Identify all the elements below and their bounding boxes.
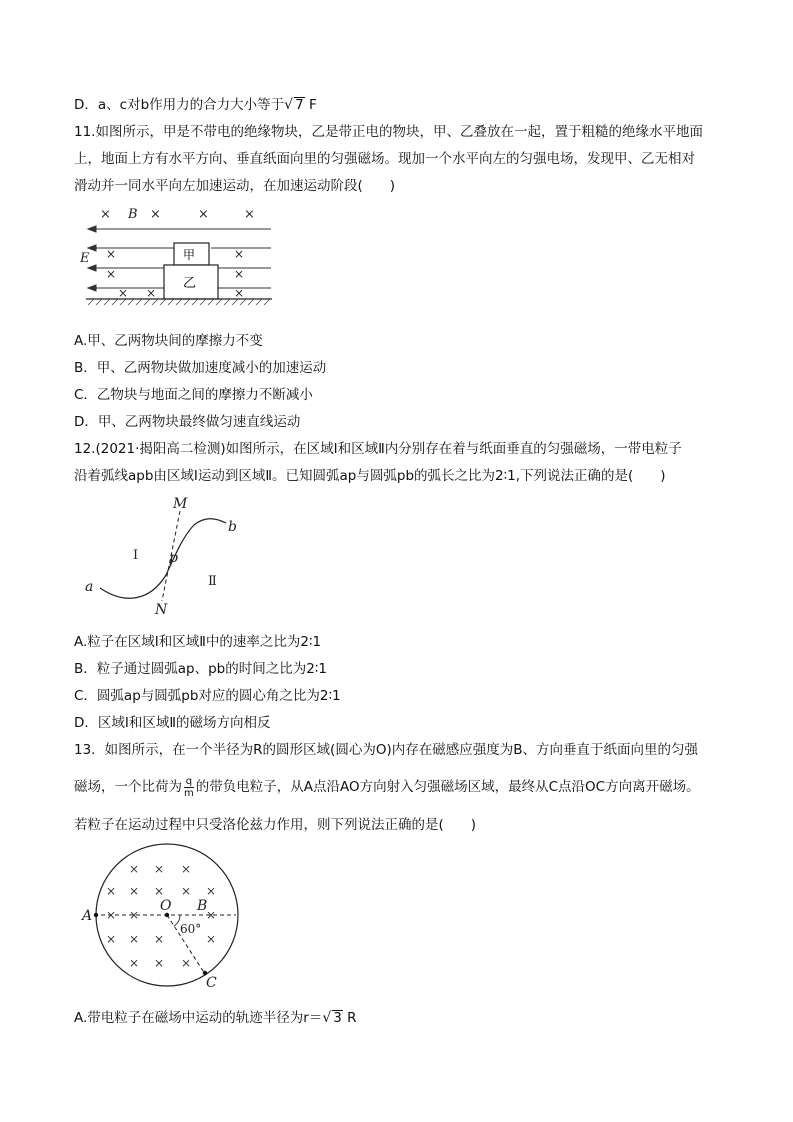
q11-label-yi: 乙 xyxy=(183,276,197,291)
q13-label-angle: 60° xyxy=(180,922,202,936)
q11-option-b: B．甲、乙两物块做加速度减小的加速运动 xyxy=(74,360,327,376)
q12-stem-line-2: 沿着弧线apb由区域Ⅰ运动到区域Ⅱ。已知圆弧ap与圆弧pb的弧长之比为2∶1,下列说法正确的是( ) xyxy=(74,468,666,484)
q11-cross: × xyxy=(234,247,245,261)
q12-label-n: N xyxy=(155,602,168,618)
q13-cross: × xyxy=(181,884,192,898)
q11-cross: × xyxy=(118,286,129,300)
q13-label-o: O xyxy=(160,898,172,914)
q11-stem-line-2: 上，地面上方有水平方向、垂直纸面向里的匀强磁场。现加一个水平向左的匀强电场，发现甲、乙无相对 xyxy=(74,151,695,167)
q12-option-d: D．区域Ⅰ和区域Ⅱ的磁场方向相反 xyxy=(74,715,271,731)
q12-region-1: Ⅰ xyxy=(133,548,139,563)
q12-region-2: Ⅱ xyxy=(208,574,217,589)
q13-stem-line-2 xyxy=(74,773,700,801)
q13-cross: × xyxy=(206,932,217,946)
q13-fraction-den: m xyxy=(184,787,194,799)
q13-cross: × xyxy=(154,956,165,970)
q13-cross: × xyxy=(154,884,165,898)
q13-cross: × xyxy=(106,884,117,898)
q12-label-a: a xyxy=(85,579,94,595)
q11-cross: × xyxy=(198,207,209,222)
q11-option-a: A.甲、乙两物块间的摩擦力不变 xyxy=(74,333,263,349)
q11-cross: × xyxy=(106,267,117,281)
q12-stem-line-1: 12.(2021·揭阳高二检测)如图所示，在区域Ⅰ和区域Ⅱ内分别存在着与纸面垂直的匀强磁场，一带电粒子 xyxy=(74,441,682,457)
q13-label-b: B xyxy=(197,898,208,914)
q13-cross: × xyxy=(181,956,192,970)
q13-cross: × xyxy=(106,908,117,922)
q13-point-a xyxy=(94,913,98,917)
q13-cross: × xyxy=(129,884,140,898)
q11-stem-line-1: 11.如图所示，甲是不带电的绝缘物块，乙是带正电的物块，甲、乙叠放在一起，置于粗糙的绝缘水平地面 xyxy=(74,124,703,140)
q13-option-a-text: A.带电粒子在磁场中运动的轨迹半径为r＝ xyxy=(74,1010,323,1026)
q13-label-a: A xyxy=(82,908,93,924)
q12-option-b: B．粒子通过圆弧ap、pb的时间之比为2∶1 xyxy=(74,661,327,677)
q11-label-b: B xyxy=(128,207,138,222)
q13-stem-text: 磁场，一个比荷为 xyxy=(74,779,182,795)
q11-label-jia: 甲 xyxy=(183,248,196,262)
q13-stem-text: 的带负电粒子，从A点沿AO方向射入匀强磁场区域，最终从C点沿OC方向离开磁场。 xyxy=(195,779,700,795)
q12-option-a: A.粒子在区域Ⅰ和区域Ⅱ中的速率之比为2∶1 xyxy=(74,634,322,650)
q11-cross: × xyxy=(150,207,161,222)
sqrt-sign: √ xyxy=(284,97,294,113)
q13-stem-line-1: 13．如图所示，在一个半径为R的圆形区域(圆心为O)内存在磁感应强度为B、方向垂直于纸面向里的匀强 xyxy=(74,742,698,758)
q13-cross: × xyxy=(206,884,217,898)
q11-cross: × xyxy=(106,247,117,261)
q13-option-a-unit: R xyxy=(342,1010,357,1026)
q11-cross: × xyxy=(234,286,245,300)
q13-label-c: C xyxy=(206,975,217,991)
q12-figure xyxy=(80,493,250,618)
q13-cross: × xyxy=(181,862,192,876)
q11-figure xyxy=(76,200,276,310)
q12-label-m: M xyxy=(173,496,188,512)
q13-cross: × xyxy=(129,862,140,876)
q11-stem-line-3: 滑动并一同水平向左加速运动，在加速运动阶段( ) xyxy=(74,178,396,194)
q13-option-a-radicand: 3 xyxy=(333,1010,342,1026)
q13-fraction xyxy=(184,776,194,799)
q13-cross: × xyxy=(206,908,217,922)
q10-option-d-radicand: 7 xyxy=(295,97,304,113)
q13-cross: × xyxy=(154,862,165,876)
q11-cross: × xyxy=(146,286,157,300)
q10-option-d-text: D．a、c对b作用力的合力大小等于 xyxy=(74,97,285,113)
q13-cross: × xyxy=(129,956,140,970)
q13-fraction-num: q xyxy=(185,775,193,787)
q13-stem-line-3: 若粒子在运动过程中只受洛伦兹力作用，则下列说法正确的是( ) xyxy=(74,817,477,833)
q13-cross: × xyxy=(154,932,165,946)
q12-option-c: C．圆弧ap与圆弧pb对应的圆心角之比为2∶1 xyxy=(74,688,341,704)
q11-option-d: D．甲、乙两物块最终做匀速直线运动 xyxy=(74,414,301,430)
q13-cross: × xyxy=(129,932,140,946)
sqrt-sign: √ xyxy=(322,1010,332,1026)
q11-cross: × xyxy=(100,207,111,222)
q13-figure xyxy=(80,842,240,992)
q10-option-d xyxy=(74,95,317,115)
q12-label-p: p xyxy=(169,550,178,566)
q11-cross: × xyxy=(244,207,255,222)
q13-option-a xyxy=(74,1008,357,1028)
q11-cross: × xyxy=(234,267,245,281)
q11-label-e: E xyxy=(80,251,90,266)
q13-cross: × xyxy=(106,932,117,946)
q11-option-c: C．乙物块与地面之间的摩擦力不断减小 xyxy=(74,387,313,403)
q12-label-b: b xyxy=(228,519,237,535)
q10-option-d-unit: F xyxy=(304,97,317,113)
q13-cross: × xyxy=(129,908,140,922)
